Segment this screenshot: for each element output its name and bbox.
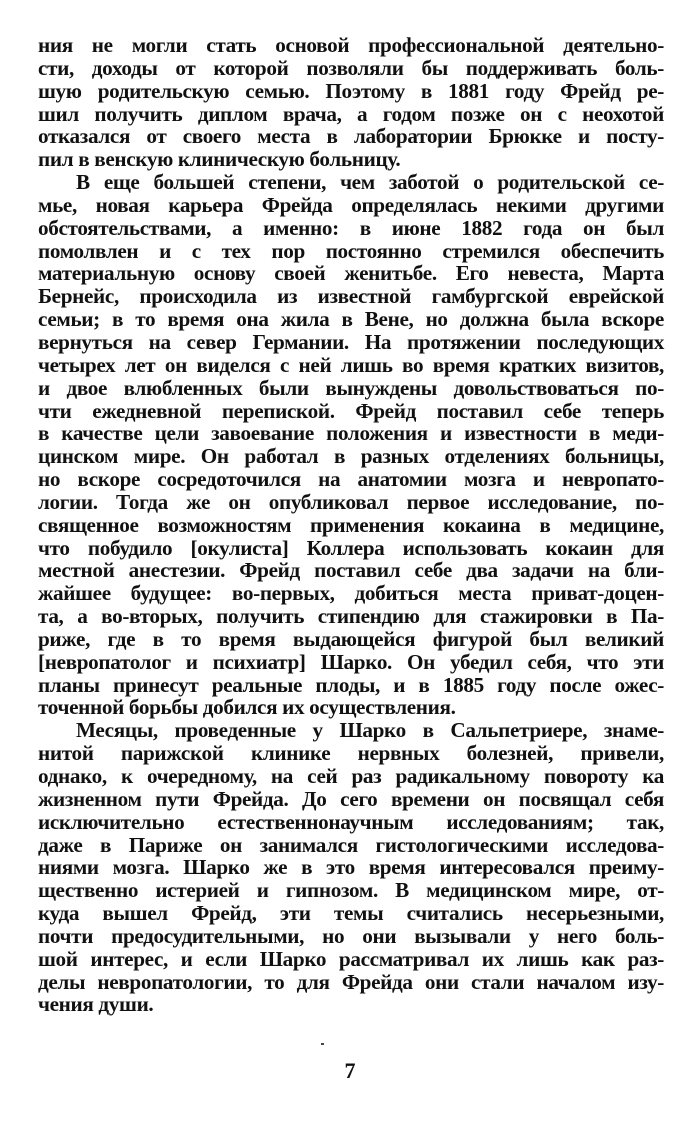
paragraph-2 bbox=[38, 171, 664, 719]
text-line: мье, новая карьера Фрейда определялась некими другими bbox=[38, 192, 664, 217]
text-line: но вскоре сосредоточился на анатомии мозга и невропато- bbox=[38, 467, 664, 492]
text-line: местной анестезии. Фрейд поставил себе два задачи на бли- bbox=[38, 558, 664, 583]
text-line: что побудило [окулиста] Коллера использовать кокаин для bbox=[38, 535, 664, 560]
text-line: куда вышел Фрейд, эти темы считались несерьезными, bbox=[38, 901, 664, 926]
text-line: и двое влюбленных были вынуждены довольствоваться по- bbox=[38, 375, 664, 400]
text-line: точенной борьбы добился их осуществления. bbox=[38, 695, 456, 720]
text-line: сти, доходы от которой позволяли бы поддерживать боль- bbox=[38, 55, 664, 80]
text-line: вернуться на север Германии. На протяжении последующих bbox=[38, 329, 664, 354]
text-line: материальную основу своей женитьбе. Его невеста, Марта bbox=[38, 261, 664, 286]
text-line: чения души. bbox=[38, 992, 154, 1017]
text-line: нитой парижской клинике нервных болезней, привели, bbox=[38, 741, 664, 766]
text-line: однако, к очередному, на сей раз радикальному повороту ка bbox=[38, 764, 664, 788]
text-line: в качестве цели завоевание положения и известности в меди- bbox=[38, 421, 664, 446]
text-line: жайшее будущее: во-первых, добиться места приват-доцен- bbox=[38, 581, 664, 606]
text-line: семьи; в то время она жила в Вене, но должна была вскоре bbox=[38, 307, 664, 332]
text-line: почти предосудительными, но они вызывали у него боль- bbox=[38, 923, 664, 948]
text-line: шую родительскую семью. Поэтому в 1881 году Фрейд ре- bbox=[38, 78, 664, 103]
text-line: Месяцы, проведенные у Шарко в Сальпетриере, знаме- bbox=[76, 718, 664, 743]
text-line: шой интерес, и если Шарко рассматривал их лишь как раз- bbox=[38, 946, 664, 971]
page-number: 7 bbox=[344, 1058, 356, 1083]
scan-speck bbox=[321, 1043, 324, 1045]
text-line: цинском мире. Он работал в разных отделениях больницы, bbox=[38, 444, 664, 469]
text-line: обстоятельствами, а именно: в июне 1882 года он был bbox=[38, 215, 664, 240]
text-line: ниями мозга. Шарко же в это время интересовался преиму- bbox=[38, 855, 664, 880]
text-line: даже в Париже он занимался гистологическими исследова- bbox=[38, 832, 664, 857]
text-line: Бернейс, происходила из известной гамбургской еврейской bbox=[38, 284, 664, 309]
page-body bbox=[38, 34, 664, 1016]
text-line: жизненном пути Фрейда. До сего времени он посвящал себя bbox=[38, 786, 664, 811]
text-line: отказался от своего места в лаборатории Брюкке и посту- bbox=[38, 124, 664, 149]
text-line: шил получить диплом врача, а годом позже он с неохотой bbox=[38, 101, 664, 126]
text-line: логии. Тогда же он опубликовал первое исследование, по- bbox=[38, 489, 664, 514]
paragraph-3 bbox=[38, 719, 664, 1016]
paragraph-1 bbox=[38, 34, 664, 171]
text-line: чти ежедневной перепиской. Фрейд поставил себе теперь bbox=[38, 398, 664, 423]
text-line: щественно истерией и гипнозом. В медицинском мире, от- bbox=[38, 878, 664, 903]
text-line: В еще большей степени, чем заботой о родительской се- bbox=[76, 170, 664, 195]
text-line: та, а во-вторых, получить стипендию для стажировки в Па- bbox=[38, 604, 664, 629]
text-line: исключительно естественнонаучным исследованиям; так, bbox=[38, 809, 664, 834]
text-line: [невропатолог и психиатр] Шарко. Он убедил себя, что эти bbox=[38, 649, 664, 674]
text-line: риже, где в то время выдающейся фигурой был великий bbox=[38, 626, 664, 651]
text-line: делы невропатологии, то для Фрейда они стали началом изу- bbox=[38, 969, 664, 994]
text-line: помолвлен и с тех пор постоянно стремился обеспечить bbox=[38, 238, 664, 263]
text-line: ния не могли стать основой профессиональной деятельно- bbox=[38, 33, 664, 57]
text-line: священное возможностям применения кокаина в медицине, bbox=[38, 512, 664, 537]
text-line: четырех лет он виделся с ней лишь во время кратких визитов, bbox=[38, 352, 664, 377]
text-line: планы принесут реальные плоды, и в 1885 году после ожес- bbox=[38, 672, 664, 697]
text-line: пил в венскую клиническую больницу. bbox=[38, 147, 401, 172]
